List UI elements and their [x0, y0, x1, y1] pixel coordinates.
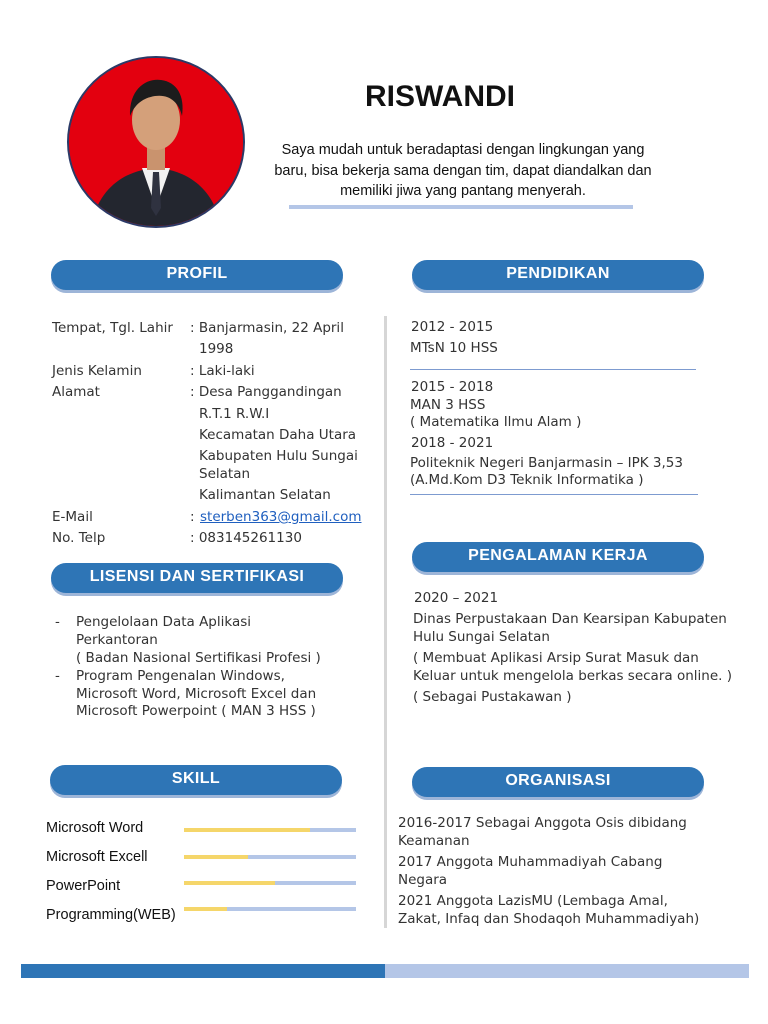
edu-years: 2012 - 2015 — [411, 319, 494, 335]
section-header-lisensi: LISENSI DAN SERTIFIKASI — [51, 563, 343, 593]
jk-label: Jenis Kelamin — [52, 363, 142, 379]
summary-text: Saya mudah untuk beradaptasi dengan lingkungan yang baru, bisa bekerja sama dengan tim, dapat diandalkan dan memiliki jiwa yang pantang menyerah. — [274, 142, 652, 198]
section-header-pengalaman: PENGALAMAN KERJA — [412, 542, 704, 572]
edu-divider — [410, 369, 696, 370]
skill-bar-fill — [184, 907, 227, 911]
person-portrait-icon — [69, 58, 243, 226]
footer-bar-dark — [21, 964, 385, 978]
edu-school: MAN 3 HSS — [410, 397, 486, 413]
telp-label: No. Telp — [52, 530, 106, 546]
skill-bar-fill — [184, 881, 275, 885]
cert-line: Perkantoran — [76, 632, 158, 648]
skill-bar — [184, 855, 356, 859]
cert-line: Microsoft Word, Microsoft Excel dan — [76, 686, 317, 702]
bullet-dash: - — [55, 614, 60, 630]
exp-line: Hulu Sungai Selatan — [413, 629, 550, 645]
exp-line: Keluar untuk mengelola berkas secara online. ) — [413, 668, 732, 684]
email-link[interactable]: sterben363@gmail.com — [200, 509, 362, 525]
skill-bar — [184, 881, 356, 885]
edu-detail: (A.Md.Kom D3 Teknik Informatika ) — [410, 472, 644, 488]
org-line: 2021 Anggota LazisMU (Lembaga Amal, — [398, 893, 668, 909]
alamat-line: Kalimantan Selatan — [199, 487, 331, 503]
bullet-dash: - — [55, 668, 60, 684]
skill-name: PowerPoint — [46, 878, 121, 894]
skill-name: Microsoft Word — [46, 820, 144, 836]
section-header-organisasi: ORGANISASI — [412, 767, 704, 797]
exp-years: 2020 – 2021 — [414, 590, 499, 606]
cert-line: Program Pengenalan Windows, — [76, 668, 285, 684]
column-divider — [384, 316, 387, 928]
org-line: Keamanan — [398, 833, 470, 849]
section-header-profil: PROFIL — [51, 260, 343, 290]
alamat-line: Kecamatan Daha Utara — [199, 427, 357, 443]
telp-value: : 083145261130 — [190, 530, 302, 546]
cert-line: Microsoft Powerpoint ( MAN 3 HSS ) — [76, 703, 316, 719]
exp-line: Dinas Perpustakaan Dan Kearsipan Kabupaten — [413, 611, 727, 627]
email-colon: : — [190, 509, 195, 525]
footer-bar-light — [385, 964, 749, 978]
skill-bar — [184, 828, 356, 832]
section-header-pendidikan: PENDIDIKAN — [412, 260, 704, 290]
org-line: 2016-2017 Sebagai Anggota Osis dibidang — [398, 815, 687, 831]
skill-bar-fill — [184, 855, 248, 859]
skill-bar — [184, 907, 356, 911]
exp-line: ( Sebagai Pustakawan ) — [413, 689, 572, 705]
profile-photo — [67, 56, 245, 228]
section-header-skill: SKILL — [50, 765, 342, 795]
org-line: Negara — [398, 872, 448, 888]
alamat-line: R.T.1 R.W.I — [199, 406, 270, 422]
org-line: Zakat, Infaq dan Shodaqoh Muhammadiyah) — [398, 911, 700, 927]
edu-divider — [410, 494, 698, 495]
ttl-value-year: 1998 — [199, 341, 234, 357]
edu-years: 2018 - 2021 — [411, 435, 494, 451]
edu-school: MTsN 10 HSS — [410, 340, 498, 356]
cert-line: ( Badan Nasional Sertifikasi Profesi ) — [76, 650, 321, 666]
skill-bar-fill — [184, 828, 310, 832]
ttl-label: Tempat, Tgl. Lahir — [52, 320, 173, 336]
email-label: E-Mail — [52, 509, 93, 525]
ttl-value: : Banjarmasin, 22 April — [190, 320, 344, 336]
alamat-line: Kabupaten Hulu Sungai — [199, 448, 358, 464]
alamat-line: : Desa Panggandingan — [190, 384, 342, 400]
edu-school: Politeknik Negeri Banjarmasin – IPK 3,53 — [410, 455, 683, 471]
edu-detail: ( Matematika Ilmu Alam ) — [410, 414, 582, 430]
alamat-line: Selatan — [199, 466, 251, 482]
alamat-label: Alamat — [52, 384, 100, 400]
edu-years: 2015 - 2018 — [411, 379, 494, 395]
exp-line: ( Membuat Aplikasi Arsip Surat Masuk dan — [413, 650, 699, 666]
candidate-name: RISWANDI — [365, 80, 515, 113]
skill-name: Programming(WEB) — [46, 907, 176, 923]
skill-name: Microsoft Excell — [46, 849, 148, 865]
cert-line: Pengelolaan Data Aplikasi — [76, 614, 252, 630]
jk-value: : Laki-laki — [190, 363, 255, 379]
org-line: 2017 Anggota Muhammadiyah Cabang — [398, 854, 663, 870]
summary-divider — [289, 205, 633, 209]
